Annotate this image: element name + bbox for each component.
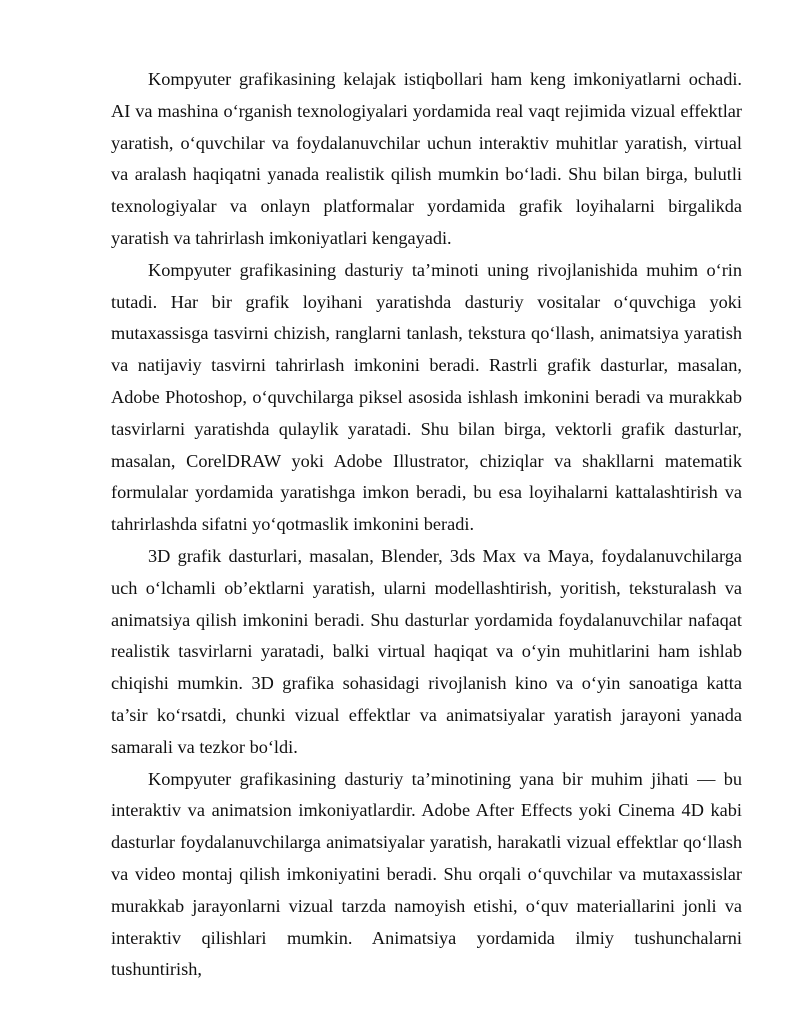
paragraph-3d-software: 3D grafik dasturlari, masalan, Blender, 3ds Max va Maya, foydalanuvchilarga uch o‘lchamli ob’ektlarni yaratish, ularni modellashtirish, yoritish, teksturalash va animatsiya qilish imkonini beradi. Shu dasturlar yordamida foydalanuvchilar nafaqat realistik tasvirlarni yaratadi, balki virtual haqiqat va o‘yin muhitlarini ham ishlab chiqishi mumkin. 3D grafika sohasidagi rivojlanish kino va o‘yin sanoatiga katta ta’sir ko‘rsatdi, chunki vizual effektlar va animatsiyalar yaratish jarayoni yanada samarali va tezkor bo‘ldi.: [111, 545, 742, 757]
paragraph-future-prospects: Kompyuter grafikasining kelajak istiqbollari ham keng imkoniyatlarni ochadi. AI va mashina o‘rganish texnologiyalari yordamida real vaqt rejimida vizual effektlar yaratish, o‘quvchilar va foydalanuvchilar uchun interaktiv muhitlar yaratish, virtual va aralash haqiqatni yanada realistik qilish mumkin bo‘ladi. Shu bilan birga, bulutli texnologiyalar va onlayn platformalar yordamida grafik loyihalarni birgalikda yaratish va tahrirlash imkoniyatlari kengayadi.: [111, 69, 742, 248]
paragraph-animation-software: Kompyuter grafikasining dasturiy ta’minotining yana bir muhim jihati — bu interaktiv va animatsion imkoniyatlardir. Adobe After Effects yoki Cinema 4D kabi dasturlar foydalanuvchilarga animatsiyalar yaratish, harakatli vizual effektlar qo‘llash va video montaj qilish imkoniyatini beradi. Shu orqali o‘quvchilar va mutaxassislar murakkab jarayonlarni vizual tarzda namoyish etishi, o‘quv materiallarini jonli va interaktiv qilishlari mumkin. Animatsiya yordamida ilmiy tushunchalarni tushuntirish,: [111, 768, 742, 980]
paragraph-software-role: Kompyuter grafikasining dasturiy ta’minoti uning rivojlanishida muhim o‘rin tutadi. Har bir grafik loyihani yaratishda dasturiy vositalar o‘quvchiga yoki mutaxassisga tasvirni chizish, ranglarni tanlash, tekstura qo‘llash, animatsiya yaratish va natijaviy tasvirni tahrirlash imkonini beradi. Rastrli grafik dasturlar, masalan, Adobe Photoshop, o‘quvchilarga piksel asosida ishlash imkonini beradi va murakkab tasvirlarni yaratishda qulaylik yaratadi. Shu bilan birga, vektorli grafik dasturlar, masalan, CorelDRAW yoki Adobe Illustrator, chiziqlar va shakllarni matematik formulalar yordamida yaratishga imkon beradi, bu esa loyihalarni kattalashtirish va tahrirlashda sifatni yo‘qotmaslik imkonini beradi.: [111, 259, 742, 535]
document-page: [111, 64, 742, 986]
